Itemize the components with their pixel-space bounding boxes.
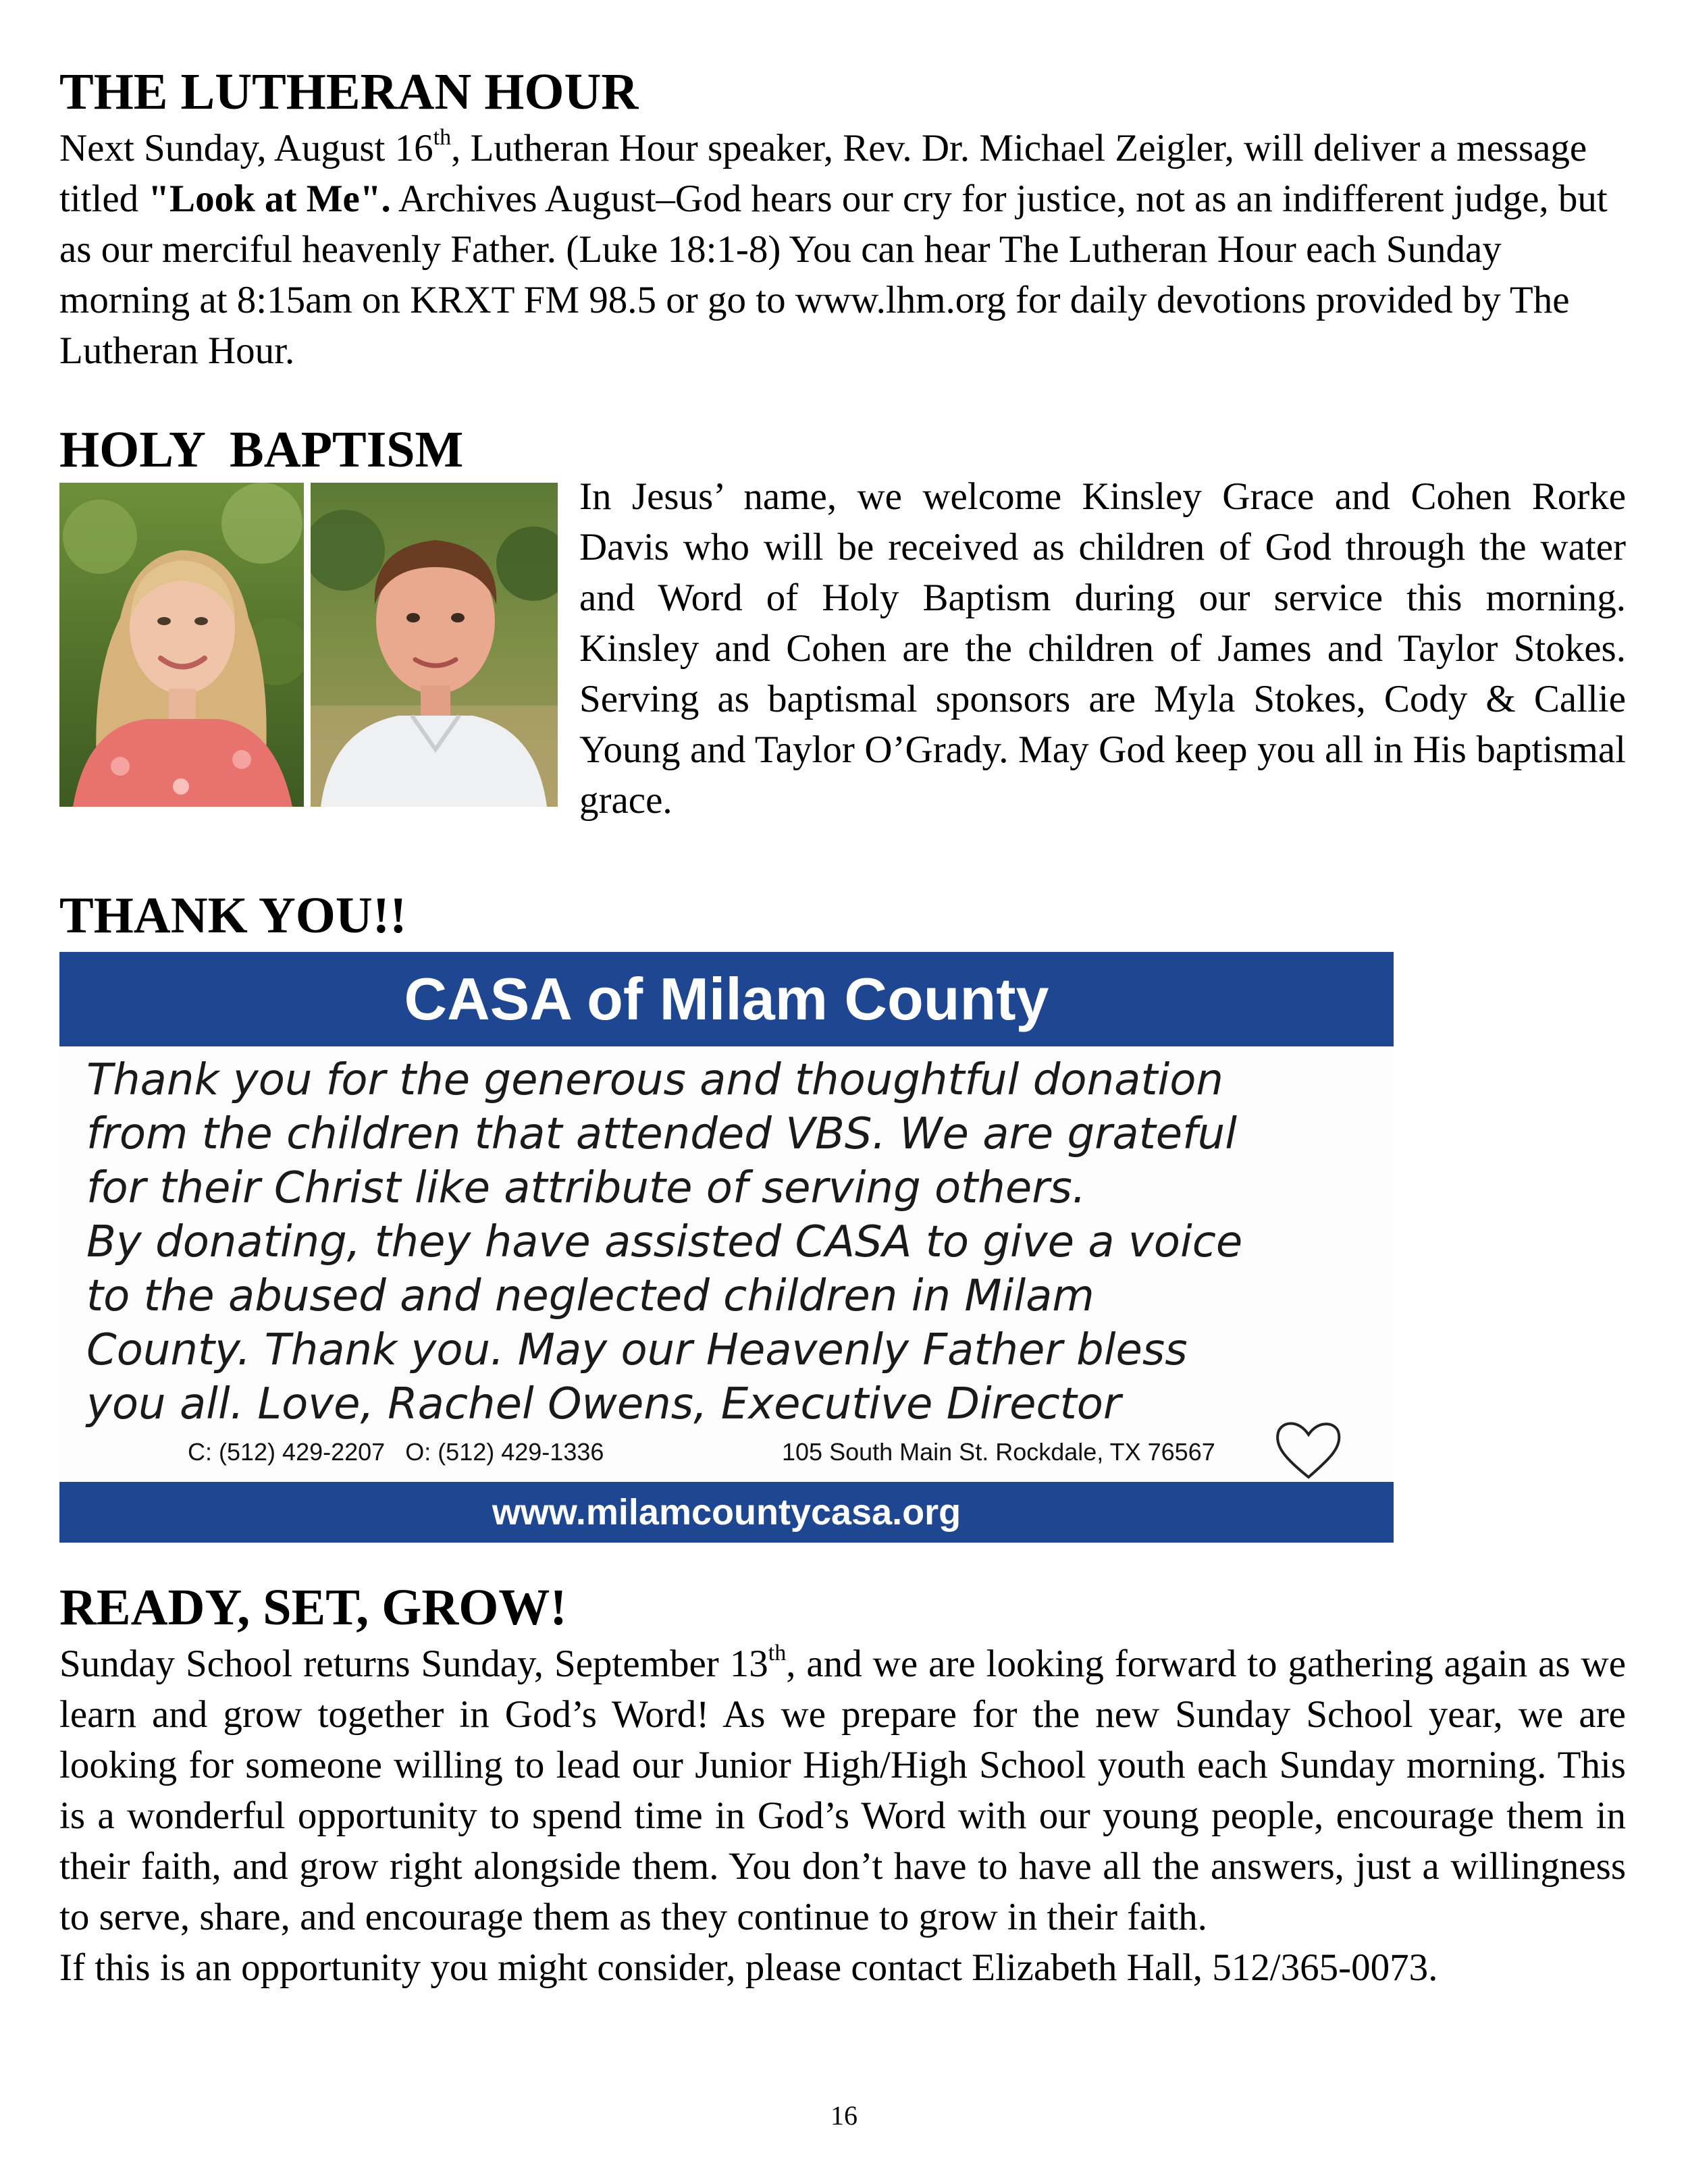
note-line: for their Christ like attribute of serving others. bbox=[86, 1163, 1086, 1213]
note-line: to the abused and neglected children in Milam bbox=[86, 1271, 1094, 1321]
thank-you-section bbox=[59, 884, 1626, 1533]
lutheran-hour-text bbox=[59, 123, 1626, 376]
lutheran-hour-text-end: Archives August–God hears our cry for justice, not as an indifferent judge, but as our merciful heavenly Father. (Luke 18:1-8) You can hear The Lutheran Hour each Sunday morning at 8:15am on KRXT FM 98.5 or go to www.lhm.org for daily devotions provided by The Lutheran Hour. bbox=[59, 178, 1608, 372]
note-line: you all. Love, Rachel Owens, Executive Director bbox=[86, 1379, 1122, 1429]
baptism-heading: HOLY BAPTISM bbox=[59, 421, 464, 478]
lutheran-hour-section bbox=[59, 61, 1626, 376]
handwritten-note bbox=[86, 1053, 1376, 1431]
lutheran-hour-date-suffix: th bbox=[433, 125, 452, 150]
photo-cohen bbox=[311, 483, 558, 807]
lutheran-hour-heading: THE LUTHERAN HOUR bbox=[59, 63, 639, 120]
lutheran-hour-text-middle: , Lutheran Hour speaker, Rev. Dr. Michael Zeigler, will deliver a message titled bbox=[59, 127, 1587, 220]
baptism-section bbox=[59, 419, 1626, 822]
casa-thank-you-card bbox=[59, 952, 1394, 1543]
contact-text: If this is an opportunity you might consider, please contact Elizabeth Hall, 512/365-0073. bbox=[59, 1946, 1438, 1989]
card-phone-numbers: C: (512) 429-2207 O: (512) 429-1336 bbox=[188, 1438, 604, 1466]
note-line: County. Thank you. May our Heavenly Father bless bbox=[86, 1325, 1188, 1375]
sunday-school-text-body: , and we are looking forward to gathering again as we learn and grow together in God’s Word! As we prepare for the new Sunday School year, we are looking for someone willing to lead our Junior High/High School youth each Sunday morning. This is a wonderful opportunity to spend time in God’s Word with our young people, encourage them in their faith, and grow right alongside them. You don’t have to have all the answers, just a willingness to serve, share, and encourage them as they continue to grow in their faith. bbox=[59, 1643, 1626, 1938]
card-title: CASA of Milam County bbox=[404, 965, 1049, 1032]
card-website: www.milamcountycasa.org bbox=[492, 1492, 961, 1533]
lutheran-hour-message-title: "Look at Me". bbox=[148, 178, 391, 220]
thank-you-heading: THANK YOU!! bbox=[59, 887, 407, 944]
card-address: 105 South Main St. Rockdale, TX 76567 bbox=[782, 1438, 1215, 1466]
sunday-school-text-start: Sunday School returns Sunday, September 13 bbox=[59, 1643, 768, 1685]
note-line: Thank you for the generous and thoughtful donation bbox=[86, 1055, 1223, 1105]
baptism-photos bbox=[59, 483, 559, 807]
note-line: from the children that attended VBS. We are grateful bbox=[86, 1109, 1237, 1159]
ready-set-grow-heading: READY, SET, GROW! bbox=[59, 1579, 567, 1636]
ready-set-grow-section bbox=[59, 1576, 1626, 1993]
note-line: By donating, they have assisted CASA to give a voice bbox=[86, 1217, 1243, 1267]
sunday-school-date-suffix: th bbox=[768, 1641, 787, 1666]
photo-kinsley bbox=[59, 483, 304, 807]
page-number: 16 bbox=[830, 2100, 858, 2131]
heart-icon bbox=[1271, 1418, 1346, 1482]
lutheran-hour-text-start: Next Sunday, August 16 bbox=[59, 127, 433, 169]
baptism-text: In Jesus’ name, we welcome Kinsley Grace and Cohen Rorke Davis who will be received as children of God through the water and Word of Holy Baptism during our service this morning. Kinsley and Cohen are the children of James and Taylor Stokes. Serving as baptismal sponsors are Myla Stokes, Cody & Callie Young and Taylor O’Grady. May God keep you all in His baptismal grace. bbox=[579, 475, 1626, 822]
sunday-school-text bbox=[59, 1639, 1626, 1942]
